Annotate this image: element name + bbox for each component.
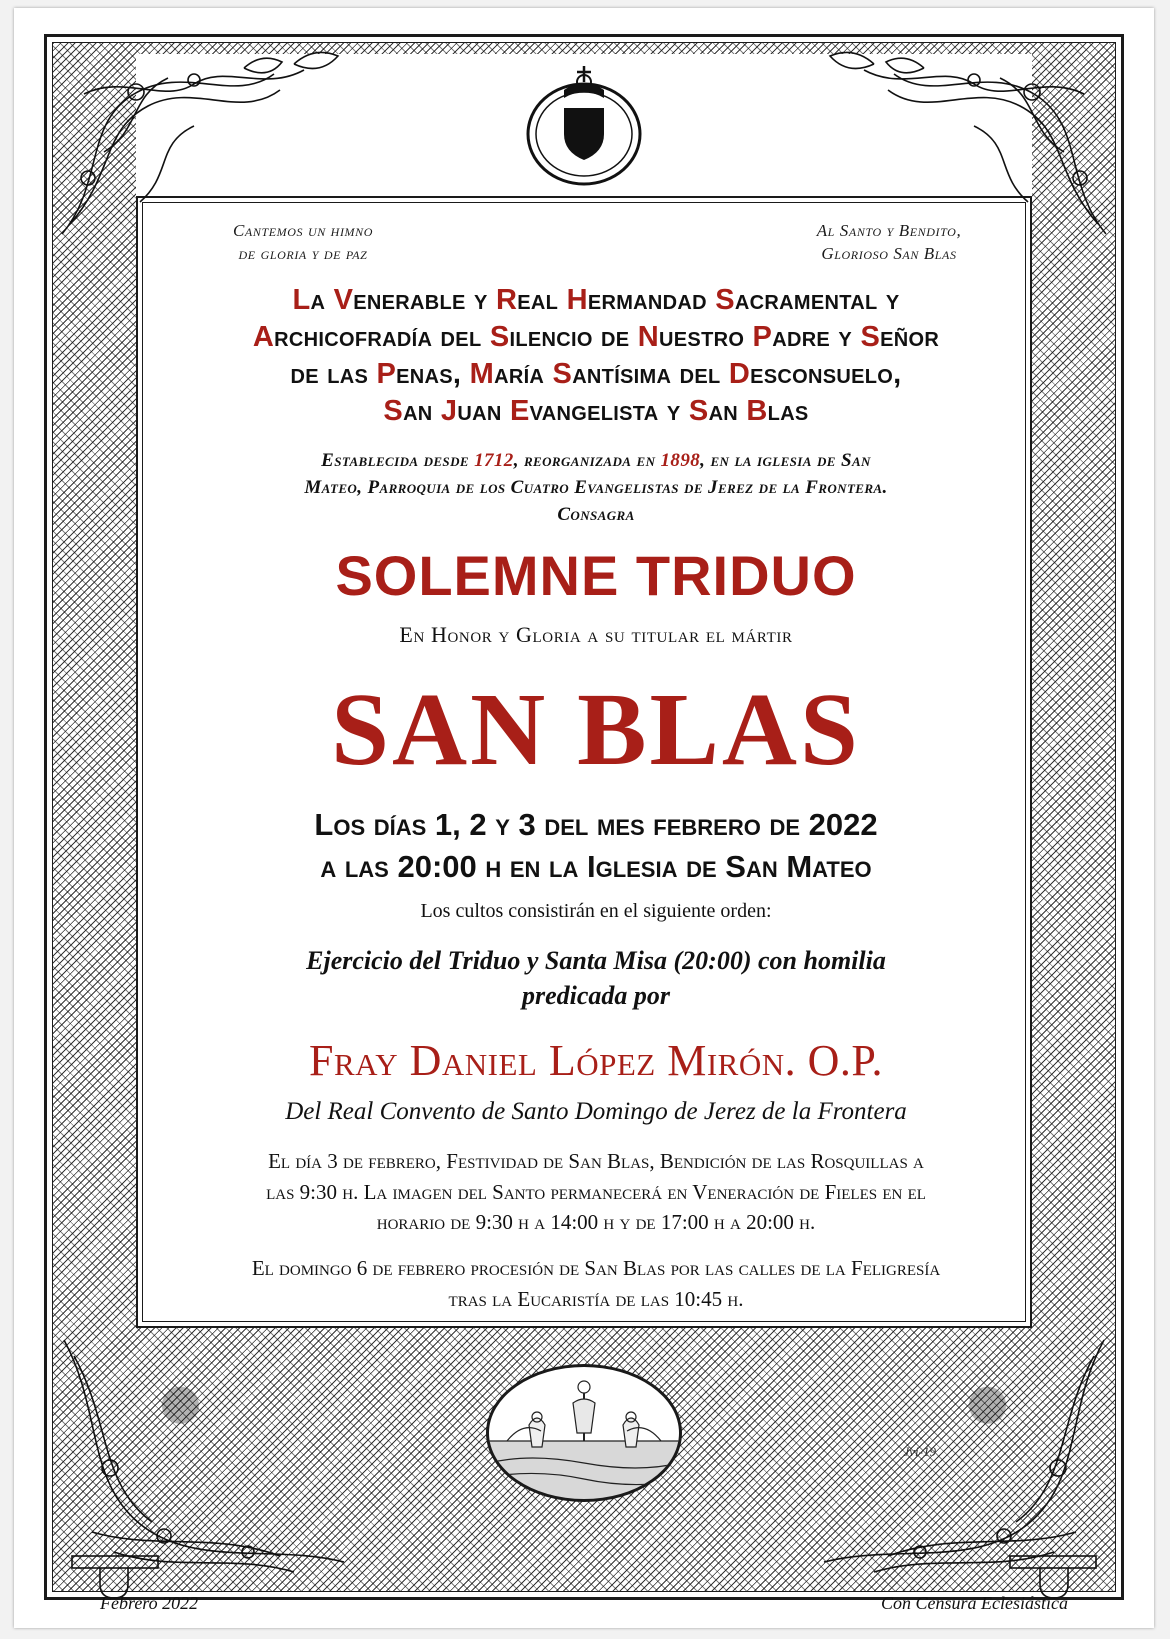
notes-paragraph-1 <box>154 1146 1038 1237</box>
notes-paragraph-2 <box>154 1253 1038 1314</box>
hymn-right-line-1: Al Santo y Bendito, <box>816 221 962 240</box>
hymn-verse <box>154 214 1038 266</box>
coat-of-arms-icon <box>509 60 659 192</box>
establishment-line-2: Mateo, Parroquia de los Cuatro Evangelistas de Jerez de la Frontera. <box>304 477 888 499</box>
notes-p2-line-2: tras la Eucaristía de las 10:45 h. <box>448 1286 744 1311</box>
establishment-line-1: Establecida desde 1712, reorganizada en 1898, en la iglesia de San <box>321 450 871 472</box>
brotherhood-line-2: Archicofradía del Silencio de Nuestro Padre y Señor <box>252 320 940 353</box>
hymn-right-column <box>764 220 1014 266</box>
establishment-text <box>154 448 1038 529</box>
artist-signature: Jvi-19 <box>903 1444 936 1459</box>
hymn-left-line-2: de gloria y de paz <box>238 243 368 263</box>
engraved-scene-vignette <box>486 1364 682 1502</box>
event-dates-line-1: Los días 1, 2 y 3 del mes febrero de 2022 <box>314 807 878 843</box>
preacher-name: Fray Daniel López Mirón. O.P. <box>309 1036 883 1086</box>
notes-p1-line-1: El día 3 de febrero, Festividad de San Blas, Bendición de las Rosquillas a <box>268 1149 924 1174</box>
footer-censure: Con Censura Eclesiástica <box>881 1593 1068 1613</box>
poster-text-content <box>154 214 1038 1314</box>
notes-p1-line-3: horario de 9:30 h a 14:00 h y de 17:00 h a 20:00 h. <box>376 1209 816 1234</box>
saint-name: SAN BLAS <box>331 672 861 788</box>
exercise-line-1: Ejercicio del Triduo y Santa Misa (20:00) con homilia <box>306 945 886 975</box>
exercise-description <box>154 943 1038 1013</box>
hymn-right-line-2: Glorioso San Blas <box>821 243 957 263</box>
preacher-convent: Del Real Convento de Santo Domingo de Jerez de la Frontera <box>285 1098 907 1126</box>
order-note: Los cultos consistirán en el siguiente orden: <box>420 899 772 922</box>
notes-p1-line-2: las 9:30 h. La imagen del Santo permanecerá en Veneración de Fieles en el <box>266 1179 926 1204</box>
brotherhood-line-4: San Juan Evangelista y San Blas <box>383 395 809 428</box>
martyrdom-scene-icon <box>489 1367 679 1499</box>
bottom-ornament <box>54 1308 1114 1588</box>
brotherhood-name <box>154 282 1038 430</box>
exercise-line-2: predicada por <box>521 981 671 1010</box>
footer-date: Febrero 2022 <box>100 1593 199 1613</box>
hymn-left-column <box>178 220 428 266</box>
hymn-left-line-1: Cantemos un himno <box>232 221 374 240</box>
paper-sheet <box>14 8 1154 1628</box>
notes-p2-line-1: El domingo 6 de febrero procesión de San Blas por las calles de la Feligresía <box>251 1256 941 1281</box>
honor-subtitle: En Honor y Gloria a su titular el mártir <box>399 622 793 648</box>
establishment-line-3: Consagra <box>557 504 635 526</box>
event-dates-line-2: a las 20:00 h en la Iglesia de San Mateo <box>320 849 872 885</box>
event-title: SOLEMNE TRIDUO <box>335 544 857 608</box>
brotherhood-line-1: La Venerable y Real Hermandad Sacramental y <box>292 283 900 316</box>
event-dates <box>154 804 1038 888</box>
brotherhood-line-3: de las Penas, María Santísima del Desconsuelo, <box>290 358 902 391</box>
